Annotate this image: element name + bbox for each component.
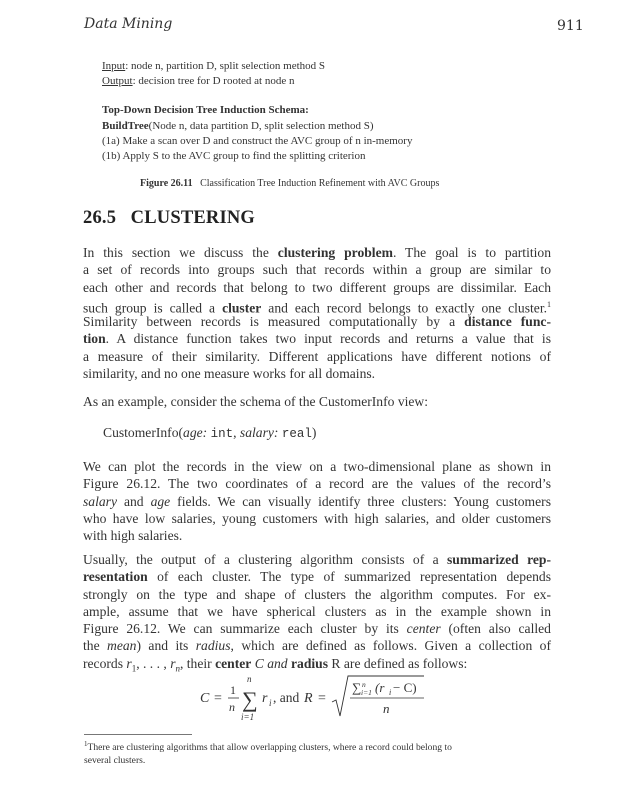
text: such group is called a (83, 300, 223, 316)
p1-line (83, 330, 551, 347)
footnote-ref: 1 (547, 299, 551, 309)
p4-line (83, 568, 551, 585)
rad-den: n (383, 701, 390, 716)
p4-line (83, 655, 551, 672)
footnote-rule (84, 734, 192, 735)
schema-sep: , (233, 425, 240, 440)
section-number: 26.5 (83, 208, 117, 228)
text: ) and its (136, 638, 196, 654)
schema-close: ) (311, 425, 317, 440)
output-label: Output (102, 75, 133, 88)
term-center-italic: center (406, 621, 441, 637)
rad-sub: i=1 (361, 688, 372, 697)
formula-and: , and (273, 690, 300, 705)
paragraph-1 (83, 244, 551, 382)
text: In this section we discuss the (83, 245, 278, 260)
footnote-line-1: There are clustering algorithms that allow overlapping clusters, where a record could belong to (87, 742, 452, 754)
figure-caption-text: Classification Tree Induction Refinement with AVC Groups (200, 178, 440, 189)
footnote-line-2: several clusters. (84, 754, 146, 766)
p2-line: As an example, consider the schema of the CustomerInfo view: (83, 394, 429, 409)
customerinfo-schema (103, 425, 316, 441)
page-number: 911 (557, 18, 584, 34)
paragraph-2 (83, 393, 551, 410)
text: and each record belongs to exactly one cluster. (261, 300, 547, 316)
schema-attr-age: age: (183, 425, 208, 440)
p3-line: with high salaries. (83, 528, 183, 544)
formula-n-den: n (229, 700, 235, 714)
schema-name: CustomerInfo( (103, 425, 184, 440)
step-1b: (1b) Apply S to the AVC group to find the splitting criterion (102, 150, 366, 163)
p1-line: similarity, and no one measure works for all domains. (83, 366, 376, 382)
p4-line: strongly on the type and shape of clusters the algorithm computes. For ex- (83, 586, 551, 602)
term-clustering-problem: clustering problem (277, 245, 393, 260)
schema-type-int: int (210, 427, 234, 441)
term-cluster: cluster (222, 300, 262, 316)
algorithm-box (102, 59, 412, 164)
term-summarized-representation: summarized rep- (446, 552, 551, 567)
p4-line: ample, assume that we have spherical clusters as in the example shown in (83, 603, 551, 619)
algo-input-line (102, 59, 412, 74)
p1-line (83, 296, 551, 316)
formula-R: R (304, 691, 313, 706)
build-tree-name: BuildTree (102, 119, 149, 132)
build-tree-args: (Node n, data partition D, split selection method S) (148, 119, 374, 132)
text: , their (179, 655, 216, 671)
running-head: Data Mining (84, 16, 173, 32)
text: , which are defined as follows. Given a collection of (230, 638, 551, 654)
p1-line (83, 313, 551, 330)
text: and (116, 493, 151, 509)
rad-sub2: i (389, 688, 392, 697)
input-text: : node n, partition D, split selection method S (125, 60, 326, 72)
build-tree-line (102, 119, 412, 134)
p4-line (83, 620, 551, 637)
section-heading (83, 208, 255, 229)
footnote (84, 738, 552, 767)
text: the (83, 638, 108, 654)
figure-label: Figure 26.11 (140, 178, 193, 189)
term-center: center (215, 655, 252, 671)
rad-sigma: ∑ (352, 680, 362, 695)
text: Figure 26.12. We can summarize each cluster by its (83, 621, 407, 637)
schema-attr-salary: salary: (239, 425, 279, 440)
p1-line: a set of records into groups such that records within a group are similar to (83, 262, 551, 278)
var-r: r (170, 655, 176, 671)
p4-line (83, 551, 551, 568)
rad-rest: − C) (393, 680, 417, 695)
section-title: CLUSTERING (130, 208, 256, 228)
schema-type-real: real (281, 427, 312, 441)
text: of each cluster. The type of summarized representation depends (147, 569, 551, 585)
p3-line (83, 493, 551, 510)
sub-1: 1 (131, 663, 137, 674)
schema-title: Top-Down Decision Tree Induction Schema: (102, 104, 309, 117)
footnote-marker: 1 (84, 740, 88, 748)
term-mean: mean (107, 638, 137, 654)
formula-r-sub: i (269, 698, 272, 708)
term-distance-function-cont: tion (83, 331, 106, 347)
formula-C: C (200, 691, 210, 706)
p1-line: each other and records that belong to two different groups are dissimilar. Each (83, 279, 551, 295)
field-salary: salary (83, 493, 117, 509)
text: , . . . , (136, 655, 171, 671)
text: R are defined as follows: (328, 655, 468, 671)
field-age: age (150, 493, 171, 509)
formula-r: r (262, 691, 268, 706)
sum-upper: n (247, 674, 252, 684)
paragraph-3 (83, 458, 551, 544)
input-label: Input (102, 60, 126, 72)
sum-sigma: ∑ (242, 687, 258, 712)
sum-lower: i=1 (241, 712, 255, 722)
term-summarized-representation-cont: resentation (83, 569, 148, 585)
p1-line: a measure of their similarity. Different applications have different notions of (83, 348, 551, 364)
term-radius: radius (290, 655, 329, 671)
rad-sup: n (362, 680, 366, 689)
var-c-and: C and (251, 655, 291, 671)
sub-n: n (175, 663, 180, 674)
term-radius-italic: radius (195, 638, 231, 654)
algo-output-line (102, 74, 412, 89)
figure-caption (140, 178, 439, 189)
output-text: : decision tree for D rooted at node n (132, 75, 295, 88)
step-1a: (1a) Make a scan over D and construct the AVC group of n in-memory (102, 134, 413, 147)
formula-one: 1 (230, 683, 236, 697)
text: (often also called (440, 621, 551, 637)
text: . A distance function takes two input records and returns a value that is (105, 331, 551, 347)
term-distance-function: distance func- (464, 314, 551, 330)
text: Usually, the output of a clustering algorithm consists of a (83, 552, 447, 567)
p3-line: who have low salaries, young customers with high salaries, and older customers (83, 510, 551, 526)
rad-expr: (r (375, 680, 385, 695)
center-radius-formula (200, 672, 440, 724)
text: . The goal is to partition (392, 245, 551, 260)
text: records (83, 655, 127, 671)
p1-line (83, 244, 551, 261)
algo-gap (102, 89, 412, 103)
paragraph-4 (83, 551, 551, 672)
formula-eq2: = (318, 691, 326, 706)
p4-line (83, 637, 551, 654)
var-r: r (126, 655, 132, 671)
p3-line: We can plot the records in the view on a two-dimensional plane as shown in (83, 459, 551, 474)
text: Similarity between records is measured computationally by a (83, 314, 465, 330)
formula-eq: = (214, 691, 222, 706)
p3-line: Figure 26.12. The two coordinates of a record are the values of the record’s (83, 476, 551, 492)
text: fields. We can visually identify three clusters: Young customers (170, 493, 551, 509)
